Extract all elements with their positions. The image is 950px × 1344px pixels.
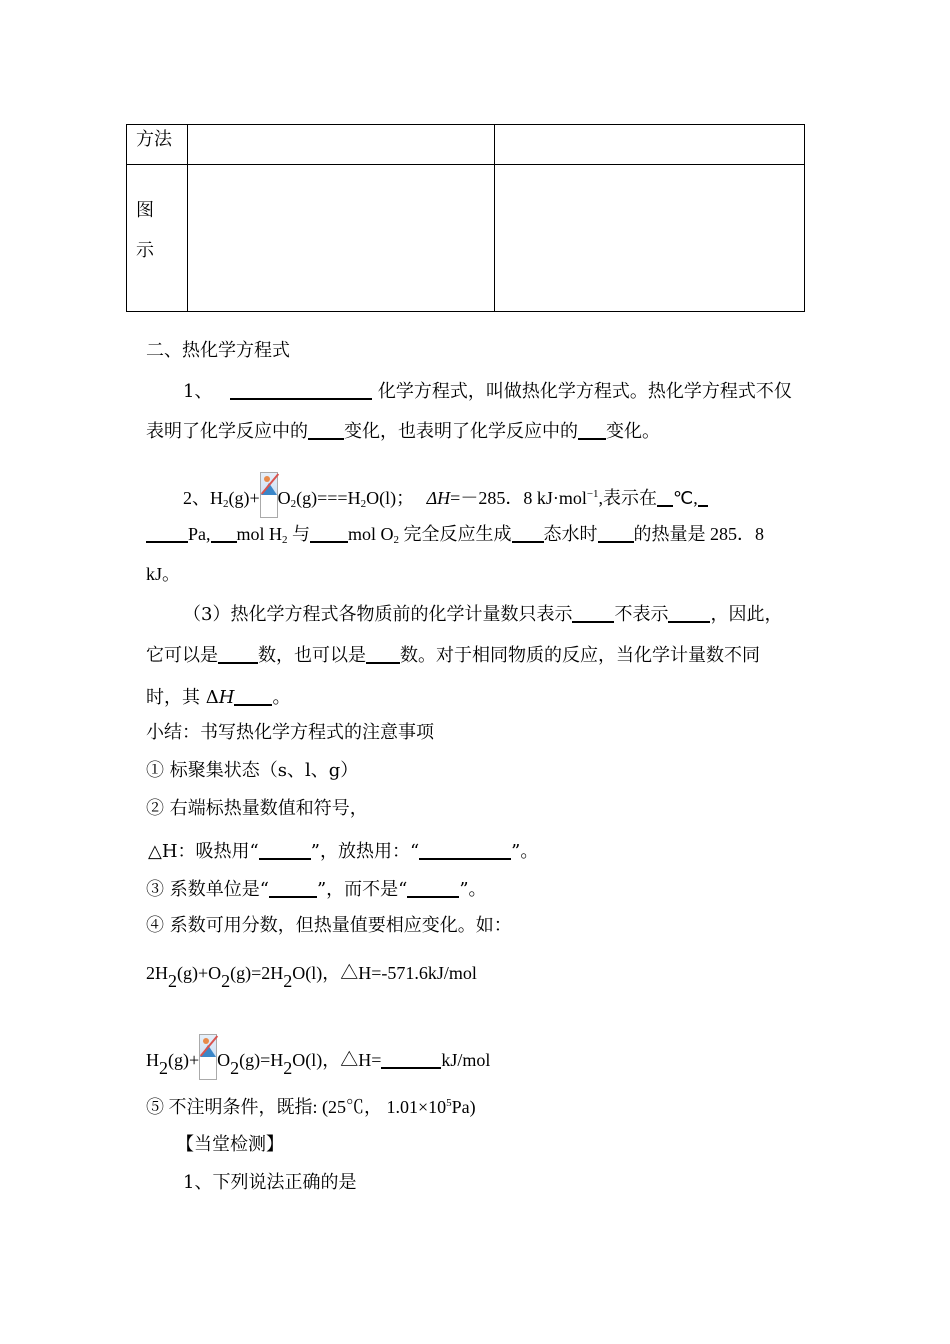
- blank: [230, 380, 372, 400]
- text: mol O: [348, 524, 394, 544]
- subscript: 2: [393, 534, 400, 546]
- subscript: 2: [230, 1058, 240, 1078]
- subscript: 2: [283, 1058, 293, 1078]
- delta-h: [427, 488, 451, 508]
- text: H: [210, 488, 223, 508]
- text: 变化，也表明了化学反应中的: [344, 421, 578, 442]
- subscript: 2: [159, 1058, 168, 1078]
- blank: [146, 523, 188, 543]
- table-cell: [188, 165, 495, 312]
- text: ”。: [459, 879, 487, 900]
- fraction-image-icon: [260, 472, 278, 518]
- question-1: 1、下列说法正确的是: [183, 1172, 357, 1193]
- paragraph-1: [183, 380, 792, 401]
- text: ，因此，: [710, 604, 783, 625]
- blank: [234, 686, 272, 706]
- text: H: [218, 687, 235, 708]
- text: Pa): [451, 1097, 476, 1117]
- subscript: 2: [360, 498, 367, 510]
- summary-title: 小结：书写热化学方程式的注意事项: [146, 722, 434, 743]
- text: (g)===H: [296, 488, 361, 508]
- item-number: 1、: [183, 381, 213, 402]
- text: 态水时: [543, 524, 598, 544]
- text: 时，其 Δ: [146, 687, 219, 708]
- summary-item-1: ① 标聚集状态（s、l、g）: [146, 760, 359, 781]
- table-cell: [127, 165, 188, 312]
- subscript: 2: [221, 971, 231, 991]
- table-cell: [127, 125, 188, 165]
- blank: [668, 603, 710, 623]
- blank: [598, 523, 634, 543]
- section-heading: 二、热化学方程式: [146, 340, 290, 361]
- text: 变化。: [606, 421, 660, 442]
- blank: [572, 603, 614, 623]
- text: (g)+: [168, 1050, 200, 1070]
- text: (g)+: [228, 488, 260, 508]
- text: O(l)；: [366, 488, 415, 508]
- text: =－285．8 kJ·mol: [450, 488, 587, 508]
- text: 完全反应生成: [399, 524, 512, 544]
- text: ③ 系数单位是“: [146, 879, 269, 900]
- blank: [512, 523, 544, 543]
- summary-item-3: [146, 878, 487, 899]
- row-label-diagram-1: 图: [136, 200, 154, 221]
- table-cell: [495, 165, 805, 312]
- blank: [218, 644, 258, 664]
- text: （3）热化学方程式各物质前的化学计量数只表示: [183, 604, 573, 625]
- table-cell: [495, 125, 805, 165]
- text: H: [146, 1050, 159, 1070]
- text: Pa,: [188, 524, 211, 544]
- paragraph-7: [146, 686, 290, 707]
- item-number: 2、: [183, 488, 210, 508]
- text: ⑤ 不注明条件，既指: (25℃， 1.01×10: [146, 1097, 447, 1117]
- paragraph-6: [146, 644, 760, 665]
- text: (g)=H: [239, 1050, 284, 1070]
- equation-2: [146, 1034, 490, 1080]
- text: ”。: [511, 841, 539, 862]
- subscript: 2: [168, 971, 177, 991]
- text: 。: [272, 687, 291, 708]
- paragraph-5: [183, 603, 782, 624]
- summary-item-5: [146, 1098, 476, 1116]
- subscript: 2: [223, 498, 229, 510]
- blank: [698, 487, 708, 507]
- text: O(l)，△H=-571.6kJ/mol: [292, 963, 477, 983]
- blank: [366, 644, 400, 664]
- paragraph-2: [183, 472, 708, 518]
- summary-item-2b: [148, 840, 538, 861]
- text: 不表示: [614, 604, 669, 625]
- paragraph-3: [146, 523, 764, 546]
- blank: [407, 878, 459, 898]
- text: ΔH: [426, 488, 451, 508]
- paragraph-4: kJ。: [146, 564, 181, 584]
- table-row: [127, 165, 805, 312]
- text: 数，也可以是: [258, 645, 366, 666]
- method-table: [126, 124, 805, 312]
- superscript: −1: [586, 488, 599, 500]
- text: O: [217, 1050, 231, 1070]
- text: ℃,: [673, 488, 698, 508]
- text: O(l)，△H=: [292, 1050, 382, 1070]
- text: 数。对于相同物质的反应，当化学计量数不同: [400, 645, 760, 666]
- text: 化学方程式，叫做热化学方程式。热化学方程式不仅: [377, 381, 792, 402]
- blank: [308, 420, 344, 440]
- blank: [310, 523, 348, 543]
- text: (g)+O: [177, 963, 222, 983]
- text: 与: [287, 524, 311, 544]
- text: kJ/mol: [441, 1050, 491, 1070]
- text: ”，而不是“: [316, 879, 408, 900]
- text: △H：吸热用“: [148, 841, 259, 862]
- text: 2H: [146, 963, 168, 983]
- blank: [269, 878, 317, 898]
- blank: [259, 840, 311, 860]
- text: 它可以是: [146, 645, 218, 666]
- text: mol H: [236, 524, 283, 544]
- table-cell: [188, 125, 495, 165]
- blank: [211, 523, 237, 543]
- summary-item-4: ④ 系数可用分数，但热量值要相应变化。如：: [146, 915, 512, 936]
- check-heading: 【当堂检测】: [176, 1134, 284, 1155]
- summary-item-2: ② 右端标热量数值和符号，: [146, 798, 368, 819]
- row-label-method: 方法: [136, 129, 172, 150]
- fraction-image-icon: [199, 1034, 217, 1080]
- text: 的热量是 285．8: [633, 524, 765, 544]
- text: ”，放热用：“: [310, 841, 420, 862]
- subscript: 2: [290, 498, 297, 510]
- text: (g)=2H: [230, 963, 284, 983]
- text: 表明了化学反应中的: [146, 421, 308, 442]
- text: ,表示在: [598, 488, 658, 508]
- table-row: [127, 125, 805, 165]
- paragraph-1-cont: [146, 420, 660, 441]
- blank: [578, 420, 606, 440]
- blank: [381, 1049, 441, 1069]
- text: O: [277, 488, 291, 508]
- subscript: 2: [283, 971, 293, 991]
- blank: [657, 487, 673, 507]
- superscript: 5: [446, 1097, 452, 1109]
- row-label-diagram-2: 示: [136, 240, 154, 261]
- subscript: 2: [282, 534, 288, 546]
- blank: [419, 840, 511, 860]
- equation-1: [146, 964, 477, 990]
